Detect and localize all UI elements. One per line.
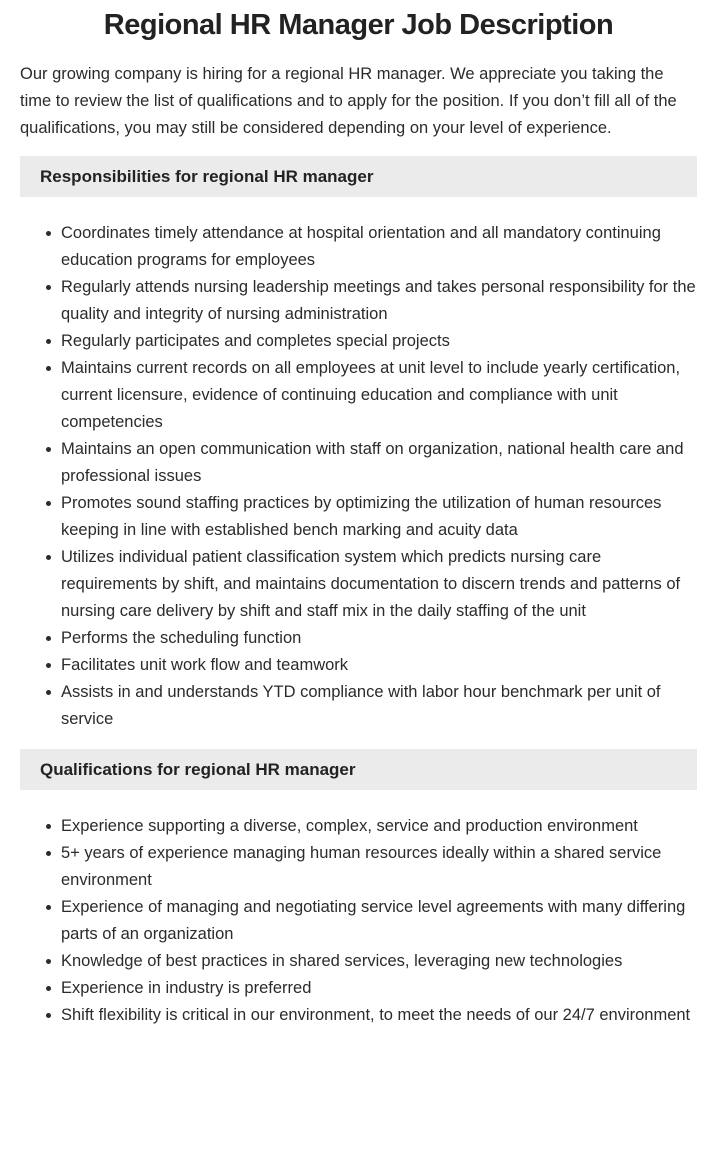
qualifications-list [20, 813, 697, 1029]
list-item: Maintains current records on all employees at unit level to include yearly certification, current licensure, evidence of continuing education and compliance with unit competencies [45, 355, 697, 436]
section-header-qualifications [20, 749, 697, 790]
section-heading-label: Responsibilities for regional HR manager [40, 166, 374, 186]
list-item: Experience supporting a diverse, complex, service and production environment [45, 813, 697, 840]
section-header-responsibilities [20, 156, 697, 197]
responsibilities-list [20, 220, 697, 733]
list-item: Shift flexibility is critical in our environment, to meet the needs of our 24/7 environment [45, 1002, 697, 1029]
section-heading-label: Qualifications for regional HR manager [40, 759, 356, 779]
list-item: Experience in industry is preferred [45, 975, 697, 1002]
list-item: Performs the scheduling function [45, 625, 697, 652]
list-item: Regularly attends nursing leadership meetings and takes personal responsibility for the quality and integrity of nursing administration [45, 274, 697, 328]
list-item: Regularly participates and completes special projects [45, 328, 697, 355]
list-item: Coordinates timely attendance at hospital orientation and all mandatory continuing education programs for employees [45, 220, 697, 274]
list-item: Facilitates unit work flow and teamwork [45, 652, 697, 679]
list-item: Experience of managing and negotiating service level agreements with many differing parts of an organization [45, 894, 697, 948]
list-item: Utilizes individual patient classification system which predicts nursing care requirements by shift, and maintains documentation to discern trends and patterns of nursing care delivery by shift and staff mix in the daily staffing of the unit [45, 544, 697, 625]
list-item: Maintains an open communication with staff on organization, national health care and professional issues [45, 436, 697, 490]
intro-paragraph: Our growing company is hiring for a regional HR manager. We appreciate you taking the time to review the list of qualifications and to apply for the position. If you don’t fill all of the qualifications, you may still be considered depending on your level of experience. [20, 65, 677, 137]
page-title: Regional HR Manager Job Description [103, 9, 614, 41]
list-item: Assists in and understands YTD compliance with labor hour benchmark per unit of service [45, 679, 697, 733]
list-item: Knowledge of best practices in shared services, leveraging new technologies [45, 948, 697, 975]
list-item: Promotes sound staffing practices by optimizing the utilization of human resources keeping in line with established bench marking and acuity data [45, 490, 697, 544]
list-item: 5+ years of experience managing human resources ideally within a shared service environment [45, 840, 697, 894]
